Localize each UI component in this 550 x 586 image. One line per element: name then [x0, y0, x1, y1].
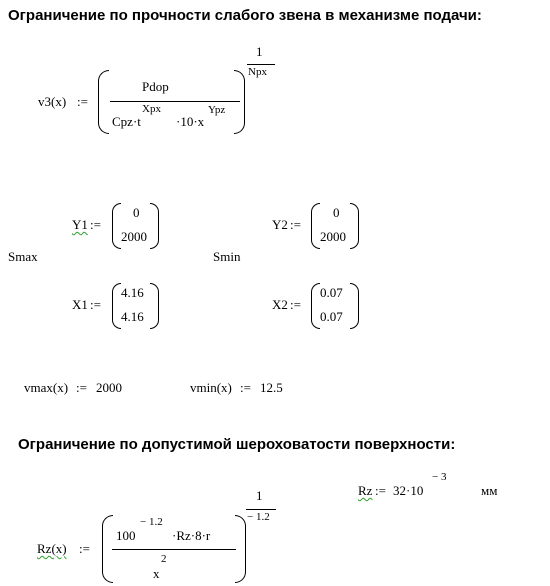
left-paren	[112, 283, 121, 329]
x1-name: X1	[72, 297, 88, 312]
v3-exp-numerator: 1	[256, 44, 263, 59]
left-paren	[98, 70, 109, 134]
x2-value-0: 0.07	[320, 285, 343, 300]
rz-den-base: x	[153, 566, 160, 581]
rz-num-rest: ·Rz·8·r	[172, 528, 211, 543]
rz-exp-denominator: − 1.2	[247, 511, 270, 523]
rz-exp-numerator: 1	[256, 488, 263, 503]
rz-den-exp: 2	[161, 553, 167, 565]
x1-value-1: 4.16	[121, 309, 144, 324]
y1-name: Y1	[72, 217, 88, 232]
left-paren	[112, 203, 121, 249]
right-paren	[235, 515, 246, 583]
v3-den-exp-ypz: Ypz	[208, 104, 226, 116]
x2-value-1: 0.07	[320, 309, 343, 324]
v3-den-exp-xpx: Xpx	[142, 103, 161, 115]
rz-unit: мм	[481, 483, 498, 498]
y1-value-0: 0	[133, 205, 140, 220]
rz-lhs: Rz(x)	[37, 541, 67, 556]
section-heading-strength: Ограничение по прочности слабого звена в механизме подачи:	[8, 7, 482, 24]
left-paren	[311, 203, 320, 249]
y2-value-0: 0	[333, 205, 340, 220]
v3-lhs: v3(x)	[38, 94, 67, 109]
smin-label: Smin	[213, 249, 241, 264]
assign-operator: :=	[290, 297, 301, 312]
assign-operator: :=	[79, 541, 90, 556]
assign-operator: :=	[290, 217, 301, 232]
right-paren	[350, 203, 359, 249]
y2-value-1: 2000	[320, 229, 346, 244]
right-paren	[150, 203, 159, 249]
right-paren	[350, 283, 359, 329]
assign-operator: :=	[77, 94, 88, 109]
v3-numerator: Pdop	[142, 79, 169, 94]
rz-mantissa: 32·10	[393, 483, 424, 498]
x2-name: X2	[272, 297, 288, 312]
v3-den-mid: ·10·x	[176, 114, 205, 129]
v3-den-cpz: Cpz·t	[112, 114, 141, 129]
left-paren	[311, 283, 320, 329]
y2-name: Y2	[272, 217, 288, 232]
assign-operator: :=	[90, 217, 101, 232]
vmin-lhs: vmin(x)	[190, 380, 232, 395]
vmax-lhs: vmax(x)	[24, 380, 69, 395]
y1-value-1: 2000	[121, 229, 147, 244]
exp-fraction-bar	[247, 64, 275, 65]
rz-num-exp: − 1.2	[140, 516, 163, 528]
x1-value-0: 4.16	[121, 285, 144, 300]
assign-operator: :=	[240, 380, 251, 395]
assign-operator: :=	[375, 483, 386, 498]
vmin-value: 12.5	[260, 380, 283, 395]
rz-exponent: − 3	[432, 471, 447, 483]
assign-operator: :=	[90, 297, 101, 312]
assign-operator: :=	[76, 380, 87, 395]
vmax-value: 2000	[96, 380, 122, 395]
exp-fraction-bar	[246, 509, 276, 510]
fraction-bar	[110, 101, 240, 102]
section-heading-roughness: Ограничение по допустимой шероховатости поверхности:	[18, 436, 456, 453]
right-paren	[150, 283, 159, 329]
fraction-bar	[112, 549, 236, 550]
right-paren	[234, 70, 245, 134]
v3-exp-denominator: Npx	[248, 66, 267, 78]
rz-num-base: 100	[116, 528, 136, 543]
rz-name: Rz	[358, 483, 373, 498]
smax-label: Smax	[8, 249, 38, 264]
